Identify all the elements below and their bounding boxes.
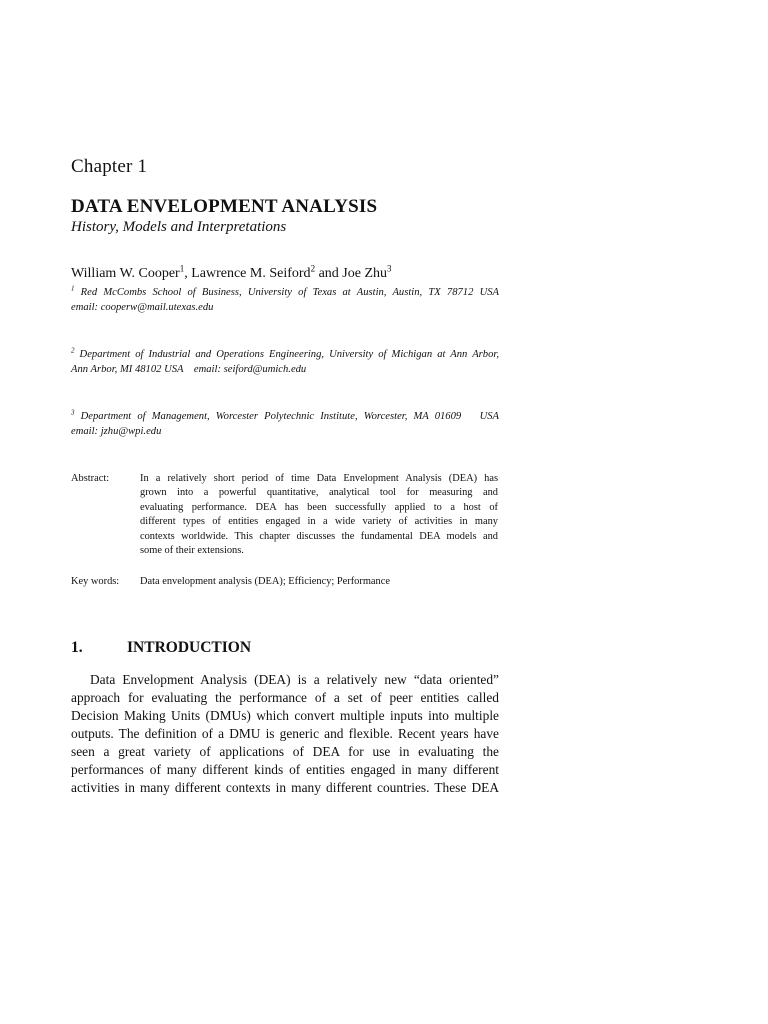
abstract-text xyxy=(140,472,498,558)
abstract-line: contexts worldwide. This chapter discusses the fundamental DEA models and xyxy=(140,530,498,542)
affiliation-email: Ann Arbor, MI 48102 USA email: seiford@umich.edu xyxy=(71,364,307,375)
affiliation-address: Red McCombs School of Business, University of Texas at Austin, Austin, TX 78712 USA xyxy=(74,287,499,298)
abstract-line: grown into a powerful quantitative, analytical tool for measuring and xyxy=(140,487,498,499)
author-name: Joe Zhu xyxy=(342,266,387,281)
affiliation-2 xyxy=(71,347,499,377)
chapter-heading: Chapter 1 xyxy=(71,156,148,177)
affiliation-address: Department of Management, Worcester Polytechnic Institute, Worcester, MA 01609 USA xyxy=(74,411,499,422)
abstract-line: different types of entities engaged in a wide variety of activities in many xyxy=(140,516,498,528)
section-number: 1. xyxy=(71,639,83,656)
chapter-title: DATA ENVELOPMENT ANALYSIS xyxy=(71,196,378,217)
abstract-line: In a relatively short period of time Data Envelopment Analysis (DEA) has xyxy=(140,473,498,484)
affiliation-mark: 3 xyxy=(71,408,75,417)
body-line: Decision Making Units (DMUs) which convert multiple inputs into multiple xyxy=(71,708,499,723)
author-name: Lawrence M. Seiford xyxy=(191,266,311,281)
section-title: INTRODUCTION xyxy=(127,639,252,656)
abstract-label: Abstract: xyxy=(71,473,110,484)
author-affiliation-mark: 1 xyxy=(179,263,185,274)
abstract-line: evaluating performance. DEA has been successfully applied to a host of xyxy=(140,501,498,513)
keywords-label: Key words: xyxy=(71,576,120,587)
author-list xyxy=(71,263,392,282)
affiliation-address: Department of Industrial and Operations Engineering, University of Michigan at Ann Arbor, xyxy=(74,349,499,360)
body-paragraph xyxy=(71,671,499,797)
author-affiliation-mark: 2 xyxy=(310,263,316,274)
affiliation-3 xyxy=(71,409,499,439)
abstract-line: some of their extensions. xyxy=(140,545,244,557)
author-separator: and xyxy=(315,266,343,281)
affiliation-email: email: jzhu@wpi.edu xyxy=(71,426,162,437)
author-affiliation-mark: 3 xyxy=(387,263,392,274)
body-line: outputs. The definition of a DMU is generic and flexible. Recent years have xyxy=(71,726,499,741)
affiliation-mark: 2 xyxy=(71,346,75,355)
body-line: activities in many different contexts in many different countries. These DEA xyxy=(71,780,499,795)
keywords-text: Data envelopment analysis (DEA); Efficiency; Performance xyxy=(140,576,390,587)
affiliation-mark: 1 xyxy=(71,284,75,293)
body-line: Data Envelopment Analysis (DEA) is a relatively new “data oriented” xyxy=(90,672,499,687)
author-separator: , xyxy=(184,266,192,281)
author-name: William W. Cooper xyxy=(71,266,180,281)
body-line: seen a great variety of applications of DEA for use in evaluating the xyxy=(71,744,499,759)
body-line: approach for evaluating the performance of a set of peer entities called xyxy=(71,690,499,705)
affiliation-1 xyxy=(71,285,499,315)
affiliation-email: email: cooperw@mail.utexas.edu xyxy=(71,302,214,313)
body-line: performances of many different kinds of entities engaged in many different xyxy=(71,762,499,777)
chapter-subtitle: History, Models and Interpretations xyxy=(71,219,287,235)
